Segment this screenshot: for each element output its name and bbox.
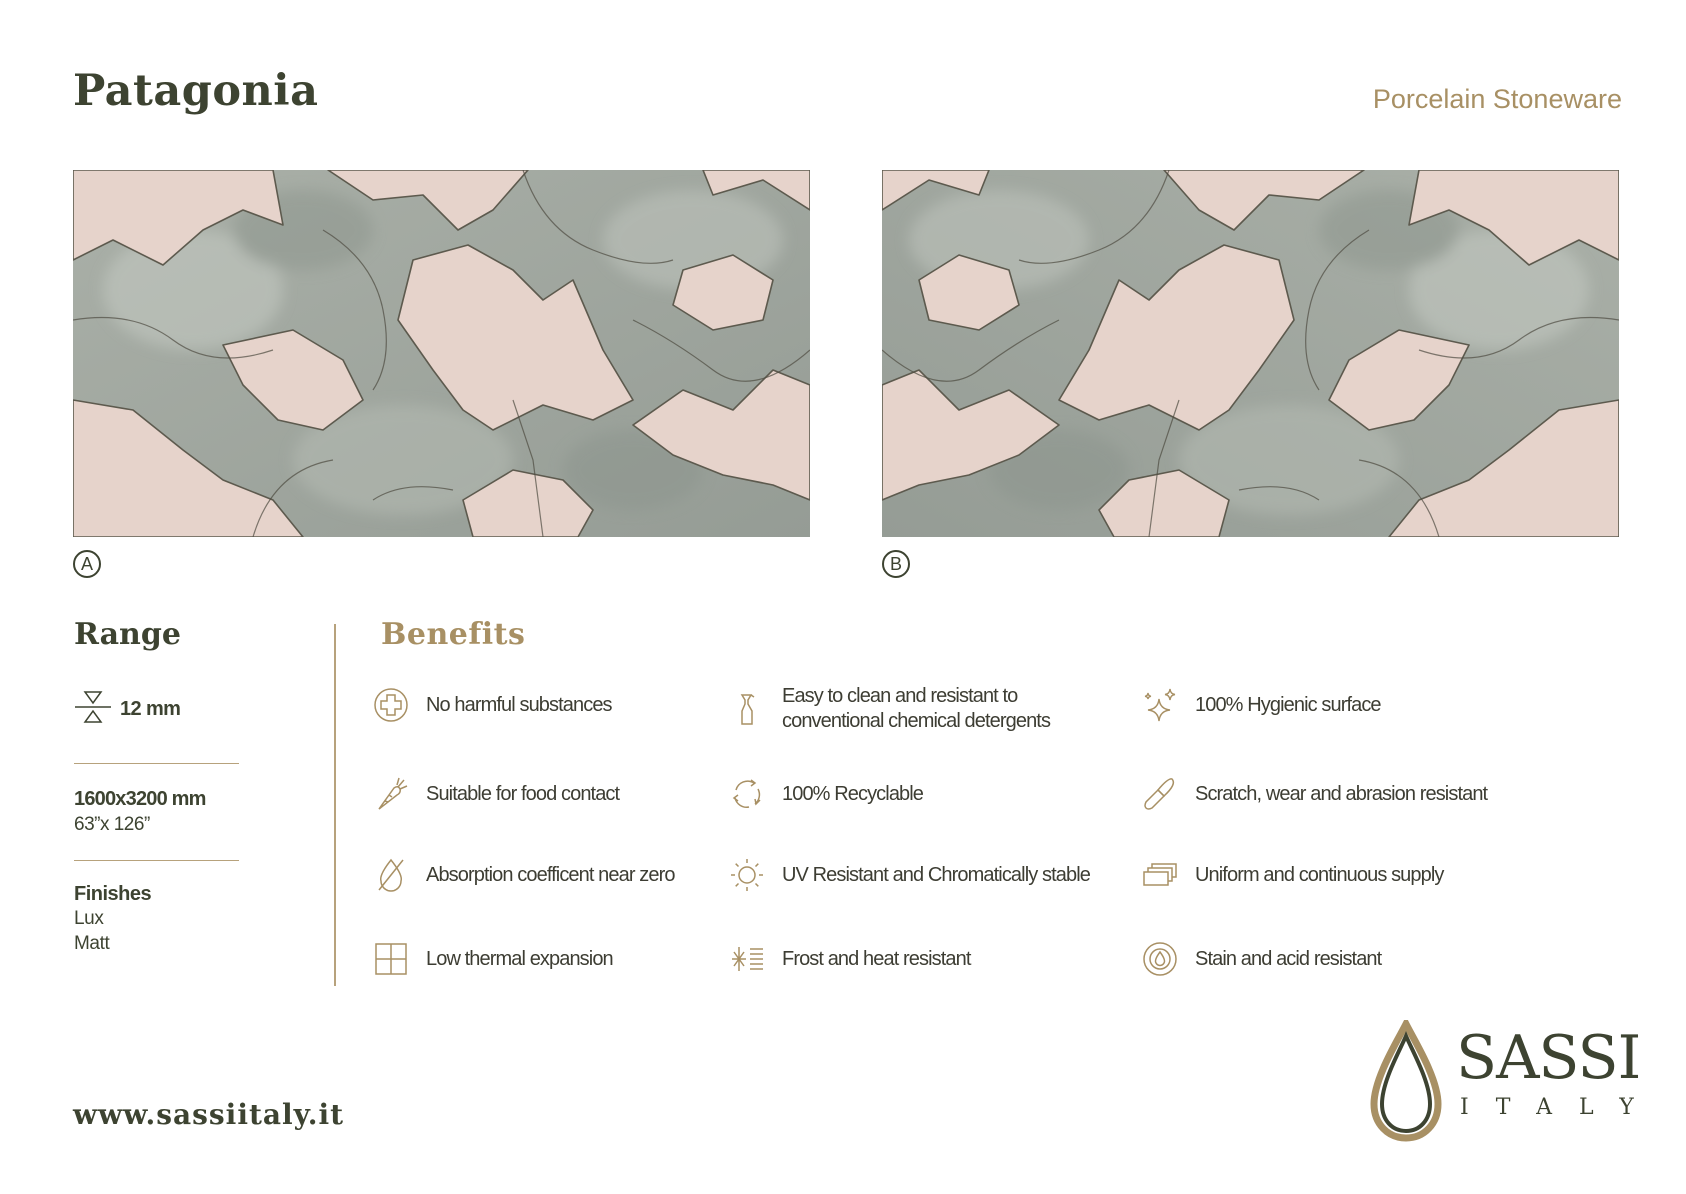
benefit-item (372, 775, 619, 813)
benefit-item (1141, 940, 1381, 978)
slab-label-a: A (73, 550, 101, 578)
thickness-row (74, 688, 180, 731)
benefit-item (728, 775, 923, 813)
stacked-slabs-icon (1141, 856, 1179, 894)
benefit-label: 100% Hygienic surface (1195, 693, 1381, 716)
logo-subtext: ITALY (1460, 1095, 1661, 1120)
recycle-icon (728, 775, 766, 813)
benefit-item (372, 686, 612, 724)
product-category: Porcelain Stoneware (1372, 84, 1622, 114)
benefit-item (372, 856, 675, 894)
knife-icon (1141, 775, 1179, 813)
benefit-label: Frost and heat resistant (782, 947, 971, 970)
website-link[interactable]: www.sassiitaly.it (73, 1098, 345, 1131)
thickness-value: 12 mm (120, 698, 181, 720)
slab-size-mm: 1600x3200 mm (74, 788, 206, 810)
divider (74, 860, 239, 861)
benefit-label: Absorption coefficent near zero (426, 863, 675, 886)
thickness-icon (74, 688, 112, 731)
brand-logo (1368, 1020, 1661, 1142)
benefit-item (728, 684, 1050, 734)
benefit-label: 100% Recyclable (782, 782, 924, 805)
frost-heat-icon (728, 940, 766, 978)
benefit-label: Uniform and continuous supply (1195, 863, 1444, 886)
column-divider (334, 624, 336, 986)
benefit-label: Stain and acid resistant (1195, 947, 1382, 970)
benefit-label: Easy to clean and resistant to (782, 685, 1018, 707)
slab-size-inches: 63”x 126” (74, 814, 150, 835)
page-title: Patagonia (73, 66, 319, 116)
finish-item: Matt (74, 933, 110, 954)
slab-label-b: B (882, 550, 910, 578)
benefits-title: Benefits (381, 617, 526, 652)
range-title: Range (74, 617, 181, 652)
sun-icon (728, 856, 766, 894)
expansion-icon (372, 940, 410, 978)
benefit-item (728, 856, 1090, 894)
benefit-label: Scratch, wear and abrasion resistant (1195, 782, 1488, 805)
pebble-logo-icon (1368, 1020, 1444, 1142)
spray-bottle-icon (728, 690, 766, 728)
benefit-label: No harmful substances (426, 693, 612, 716)
carrot-icon (372, 775, 410, 813)
divider (74, 763, 239, 764)
benefit-item (728, 940, 971, 978)
benefit-label: Low thermal expansion (426, 947, 613, 970)
acid-drop-icon (1141, 940, 1179, 978)
benefit-label: UV Resistant and Chromatically stable (782, 863, 1090, 886)
benefit-item (1141, 686, 1381, 724)
no-drop-icon (372, 856, 410, 894)
slab-image-b (882, 170, 1619, 537)
finish-item: Lux (74, 908, 104, 929)
benefit-item (372, 940, 613, 978)
benefit-label: Suitable for food contact (426, 782, 620, 805)
benefit-item (1141, 775, 1487, 813)
sparkles-icon (1141, 686, 1179, 724)
slab-image-a (73, 170, 810, 537)
finishes-title: Finishes (74, 883, 152, 905)
benefit-label: conventional chemical detergents (782, 710, 1051, 732)
logo-wordmark: SASSI (1456, 1023, 1641, 1093)
cross-circle-icon (372, 686, 410, 724)
benefit-item (1141, 856, 1444, 894)
